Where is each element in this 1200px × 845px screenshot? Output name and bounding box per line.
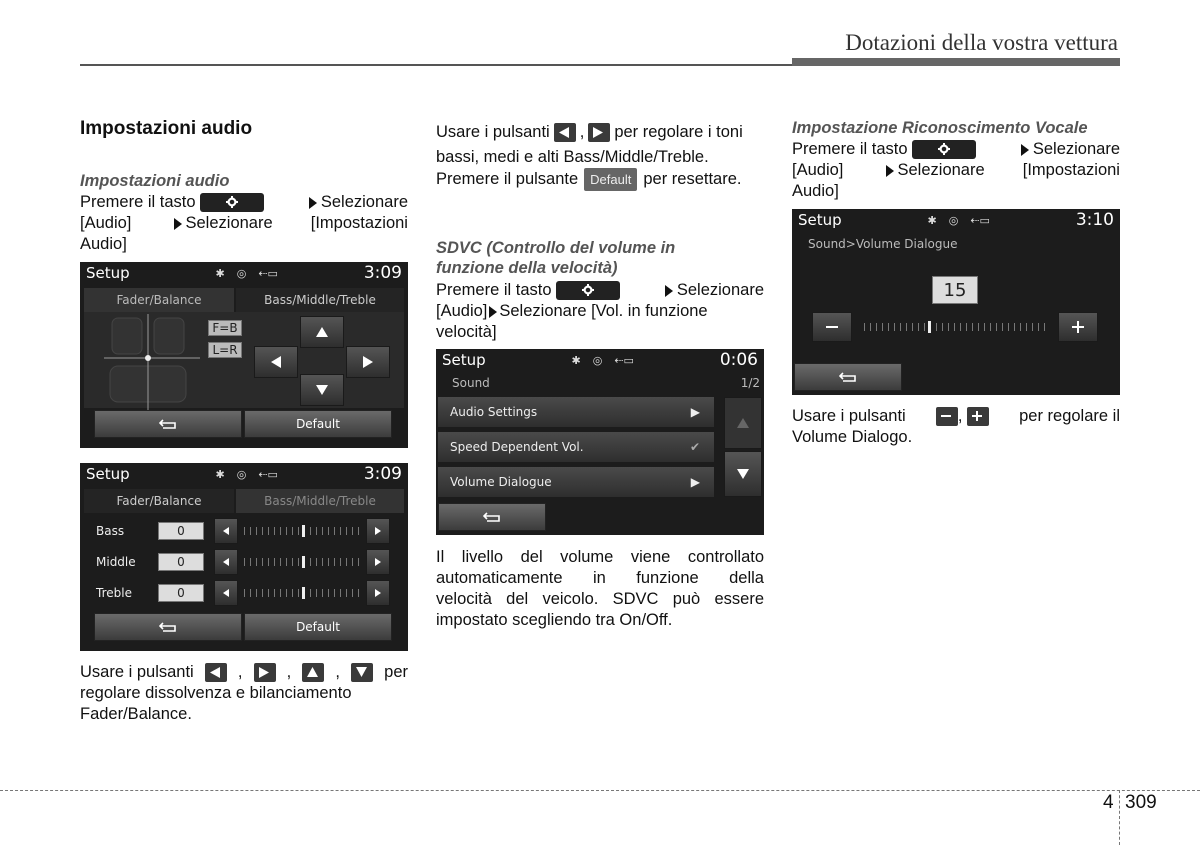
instruction-paragraph	[436, 280, 764, 343]
back-button[interactable]	[94, 613, 242, 641]
text: automaticamente in funzione della	[436, 569, 764, 587]
usb-icon: ⇠▭	[614, 353, 634, 367]
left-button-icon	[554, 123, 576, 142]
bass-increase-button[interactable]	[366, 518, 390, 544]
up-button-icon	[302, 663, 324, 682]
slider-marker	[302, 525, 305, 537]
back-icon	[159, 418, 177, 430]
back-icon	[839, 371, 857, 383]
screen-sound-menu	[436, 349, 764, 535]
bass-value: 0	[158, 522, 204, 540]
menu-item-label: Speed Dependent Vol.	[450, 440, 584, 454]
volume-increase-button[interactable]	[1058, 312, 1098, 342]
text: Premere il pulsante	[436, 170, 579, 188]
screen-clock: 3:10	[1075, 210, 1114, 230]
arrow-down-icon	[737, 469, 749, 479]
screen-clock: 0:06	[719, 350, 758, 370]
description-paragraph	[436, 547, 764, 631]
balance-value: L=R	[208, 342, 242, 358]
header-rule	[80, 64, 792, 66]
chapter-number: 4	[1103, 792, 1114, 813]
instruction-paragraph	[80, 192, 408, 255]
arrow-right-icon	[489, 306, 497, 318]
text: funzione della velocità)	[436, 259, 618, 277]
volume-decrease-button[interactable]	[812, 312, 852, 342]
treble-increase-button[interactable]	[366, 580, 390, 606]
screen-status-bar	[80, 262, 408, 284]
text: Premere il tasto	[436, 281, 552, 299]
text: Volume Dialogo.	[792, 428, 913, 446]
screen-clock: 3:09	[363, 263, 402, 283]
middle-value: 0	[158, 553, 204, 571]
text: [Impostazioni	[310, 214, 408, 232]
volume-dialogue-value: 15	[932, 276, 978, 304]
arrow-right-icon	[375, 527, 381, 535]
text: [Impostazioni	[1022, 161, 1120, 179]
balance-right-button[interactable]	[346, 346, 390, 378]
text: Premere il tasto	[792, 140, 908, 158]
screen-title: Setup	[798, 211, 842, 229]
setup-key-icon	[912, 140, 976, 159]
text: velocità del veicolo. SDVC può essere	[436, 590, 764, 608]
text: Selezionare	[320, 193, 408, 211]
text: Fader/Balance.	[80, 705, 192, 723]
slider-marker	[928, 321, 931, 333]
screen-fader-balance	[80, 262, 408, 448]
arrow-left-icon	[271, 356, 281, 368]
text: Selezionare	[897, 161, 985, 179]
bass-slider[interactable]	[244, 527, 362, 535]
text: impostato scegliendo tra On/Off.	[436, 611, 673, 629]
default-button[interactable]: Default	[244, 613, 392, 641]
seat-diagram-icon	[104, 314, 204, 410]
menu-item-audio-settings[interactable]	[438, 397, 714, 427]
arrow-right-icon	[1021, 144, 1029, 156]
screen-title: Setup	[86, 264, 130, 282]
footer-dashed-divider	[1119, 790, 1120, 845]
fader-balance-panel	[84, 312, 404, 408]
arrow-right-icon	[375, 589, 381, 597]
back-button[interactable]	[438, 503, 546, 531]
right-button-icon	[254, 663, 276, 682]
balance-left-button[interactable]	[254, 346, 298, 378]
text: [Audio]	[80, 214, 132, 232]
middle-increase-button[interactable]	[366, 549, 390, 575]
arrow-up-icon	[737, 418, 749, 428]
volume-dialogue-slider[interactable]	[864, 323, 1048, 331]
instruction-paragraph: Usare i pulsanti , per regolare il Volume Dialogo.	[792, 407, 1120, 446]
tab-fader-balance[interactable]: Fader/Balance	[84, 288, 234, 312]
text: per regolare i toni	[614, 123, 743, 141]
back-button[interactable]	[794, 363, 902, 391]
minus-button-icon	[936, 407, 958, 426]
screen-status-bar	[792, 209, 1120, 231]
chevron-right-icon: ▶	[690, 405, 700, 419]
checkmark-icon: ✔	[689, 440, 700, 454]
screen-clock: 3:09	[363, 464, 402, 484]
footer-dashed-rule	[0, 790, 1200, 791]
text: SDVC (Controllo del volume in	[436, 239, 676, 257]
screen-subtitle: Sound>Volume Dialogue	[808, 237, 958, 251]
screen-title: Setup	[442, 351, 486, 369]
plus-button-icon	[967, 407, 989, 426]
disc-icon: ◎	[236, 467, 247, 481]
menu-item-label: Volume Dialogue	[450, 475, 552, 489]
text: Premere il tasto	[80, 193, 196, 211]
default-button[interactable]: Default	[244, 410, 392, 438]
treble-slider[interactable]	[244, 589, 362, 597]
text: Audio]	[792, 182, 839, 200]
back-icon	[483, 511, 501, 523]
text: per resettare.	[643, 170, 742, 188]
text: Audio]	[80, 235, 127, 253]
disc-icon: ◎	[592, 353, 603, 367]
middle-slider[interactable]	[244, 558, 362, 566]
subheading: Impostazioni audio	[80, 172, 230, 190]
default-button-icon: Default	[584, 168, 637, 191]
page-header-title: Dotazioni della vostra vettura	[845, 30, 1118, 55]
arrow-up-icon	[316, 327, 328, 337]
text: Usare i pulsanti	[436, 123, 550, 141]
arrow-left-icon	[223, 589, 229, 597]
menu-item-label: Audio Settings	[450, 405, 538, 419]
treble-decrease-button[interactable]	[214, 580, 238, 606]
arrow-right-icon	[363, 356, 373, 368]
text: Usare i pulsanti	[792, 407, 906, 425]
bluetooth-icon: ✱	[215, 266, 225, 280]
tab-fader-balance[interactable]: Fader/Balance	[84, 489, 234, 513]
arrow-down-icon	[316, 385, 328, 395]
text: [Audio]	[792, 161, 844, 179]
subheading	[436, 238, 675, 278]
treble-label: Treble	[96, 586, 132, 600]
page-number: 309	[1125, 792, 1157, 813]
fader-down-button[interactable]	[300, 374, 344, 406]
disc-icon: ◎	[948, 213, 959, 227]
arrow-left-icon	[223, 527, 229, 535]
slider-marker	[302, 587, 305, 599]
instruction-paragraph: Usare i pulsanti , , , per regolare dissolvenza e bilanciamento Fader/Balance.	[80, 663, 408, 723]
screen-bass-middle-treble	[80, 463, 408, 651]
text: bassi, medi e alti Bass/Middle/Treble.	[436, 148, 709, 166]
scroll-down-button[interactable]	[724, 451, 762, 497]
text: velocità]	[436, 323, 497, 341]
screen-volume-dialogue	[792, 209, 1120, 395]
text: per regolare il	[1019, 407, 1120, 425]
section-heading: Impostazioni audio	[80, 118, 253, 139]
instruction-paragraph: Usare i pulsanti , per regolare i toni bassi, medi e alti Bass/Middle/Treble. Premere il pulsante Default per resettare.	[436, 122, 764, 191]
arrow-right-icon	[309, 197, 317, 209]
text: Usare i pulsanti	[80, 663, 194, 681]
setup-key-icon	[556, 281, 620, 300]
screen-status-bar	[80, 463, 408, 485]
bass-decrease-button[interactable]	[214, 518, 238, 544]
middle-decrease-button[interactable]	[214, 549, 238, 575]
plus-icon	[1072, 321, 1084, 333]
usb-icon: ⇠▭	[258, 266, 278, 280]
tab-bass-middle-treble[interactable]: Bass/Middle/Treble	[236, 489, 404, 513]
middle-label: Middle	[96, 555, 136, 569]
text: Selezionare	[185, 214, 273, 232]
screen-title: Setup	[86, 465, 130, 483]
text: regolare dissolvenza e bilanciamento	[80, 684, 352, 702]
disc-icon: ◎	[236, 266, 247, 280]
text: Selezionare [Vol. in funzione	[499, 302, 708, 320]
left-button-icon	[205, 663, 227, 682]
minus-icon	[826, 325, 838, 329]
text: Selezionare	[676, 281, 764, 299]
screen-status-bar	[436, 349, 764, 371]
tab-bass-middle-treble[interactable]: Bass/Middle/Treble	[236, 288, 404, 312]
menu-item-volume-dialogue[interactable]	[438, 467, 714, 497]
treble-value: 0	[158, 584, 204, 602]
text: [Audio]	[436, 302, 488, 320]
right-button-icon	[588, 123, 610, 142]
usb-icon: ⇠▭	[258, 467, 278, 481]
arrow-left-icon	[223, 558, 229, 566]
page-indicator: 1/2	[740, 376, 760, 390]
usb-icon: ⇠▭	[970, 213, 990, 227]
chevron-right-icon: ▶	[690, 475, 700, 489]
subheading: Impostazione Riconoscimento Vocale	[792, 119, 1088, 137]
bluetooth-icon: ✱	[927, 213, 937, 227]
bluetooth-icon: ✱	[215, 467, 225, 481]
menu-item-speed-dependent-vol[interactable]	[438, 432, 714, 462]
header-bar	[792, 58, 1120, 66]
back-button[interactable]	[94, 410, 242, 438]
bluetooth-icon: ✱	[571, 353, 581, 367]
screen-subtitle: Sound	[452, 376, 490, 390]
instruction-paragraph	[792, 139, 1120, 202]
arrow-right-icon	[886, 165, 894, 177]
arrow-right-icon	[375, 558, 381, 566]
arrow-right-icon	[174, 218, 182, 230]
setup-key-icon	[200, 193, 264, 212]
fader-up-button[interactable]	[300, 316, 344, 348]
text: Il livello del volume viene controllato	[436, 548, 764, 566]
scroll-up-button[interactable]	[724, 397, 762, 449]
fade-value: F=B	[208, 320, 242, 336]
bass-label: Bass	[96, 524, 125, 538]
down-button-icon	[351, 663, 373, 682]
text: per	[384, 663, 408, 681]
text: Selezionare	[1032, 140, 1120, 158]
slider-marker	[302, 556, 305, 568]
back-icon	[159, 621, 177, 633]
arrow-right-icon	[665, 285, 673, 297]
